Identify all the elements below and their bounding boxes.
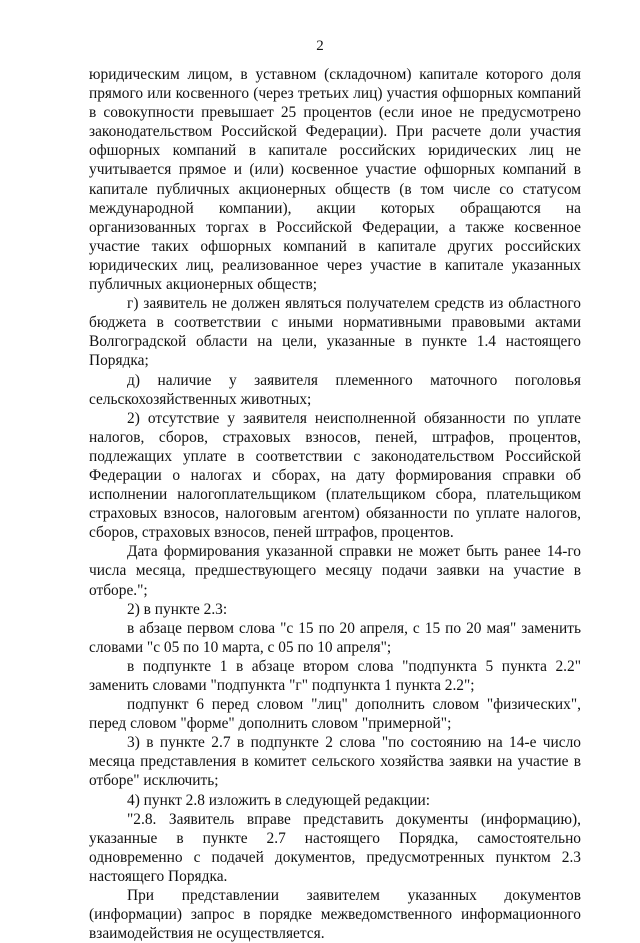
document-body — [89, 65, 581, 943]
paragraph-first-abzac: в абзаце первом слова "с 15 по 20 апреля, с 15 по 20 мая" заменить словами "с 05 по 10 марта, с 05 по 10 апреля"; — [89, 619, 581, 656]
paragraph-subpoint-6: подпункт 6 перед словом "лиц" дополнить словом "физических", перед словом "форме" дополнить словом "примерной"; — [89, 696, 581, 733]
paragraph-point-2-3: 2) в пункте 2.3: — [127, 600, 228, 618]
paragraph-subpoint-1: в подпункте 1 в абзаце втором слова "подпункта 5 пункта 2.2" заменить словами "подпункта "г" подпункта 1 пункта 2.2"; — [89, 657, 581, 694]
page-number: 2 — [316, 38, 324, 54]
paragraph-point-2-8-text: "2.8. Заявитель вправе представить документы (информацию), указанные в пункте 2.7 настоящего Порядка, самостоятельно одновременно с подачей документов, предусмотренных пунктом 2.3 настоящего Порядка. — [89, 810, 581, 885]
paragraph-subpoint-g: г) заявитель не должен являться получателем средств из областного бюджета в соответствии с иными нормативными правовыми актами Волгоградской области на цели, указанные в пункте 1.4 настоящего Порядка; — [89, 295, 581, 370]
paragraph-interagency-request: При представлении заявителем указанных документов (информации) запрос в порядке межведомственного информационного взаимодействия не осуществляется. — [89, 887, 581, 943]
paragraph-offshore-participation: юридическим лицом, в уставном (складочном) капитале которого доля прямого или косвенного (через третьих лиц) участия офшорных компаний в совокупности превышает 25 процентов (если иное не предусмотрено законодательством Российской Федерации). При расчете доли участия офшорных компаний в капитале российских юридических лиц не учитывается прямое и (или) косвенное участие офшорных компаний в капитале публичных акционерных обществ (в том числе со статусом международной компании), акции которых обращаются на организованных торгах в Российской Федерации, а также косвенное участие таких офшорных компаний в капитале других российских юридических лиц, реализованное через участие в капитале указанных публичных акционерных обществ; — [89, 66, 581, 294]
paragraph-point-2-8-heading: 4) пункт 2.8 изложить в следующей редакции: — [127, 791, 431, 809]
paragraph-point-2-7: 3) в пункте 2.7 в подпункте 2 слова "по состоянию на 14-е число месяца представления в комитет сельского хозяйства заявки на участие в отборе" исключить; — [89, 734, 581, 790]
paragraph-tax-obligations: 2) отсутствие у заявителя неисполненной обязанности по уплате налогов, сборов, страховых взносов, пеней, штрафов, процентов, подлежащих уплате в соответствии с законодательством Российской Федерации о налогах и сборах, на дату формирования справки об исполнении налогоплательщиком (плательщиком сбора, плательщиком страховых взносов, налоговым агентом) обязанности по уплате налогов, сборов, страховых взносов, пеней штрафов, процентов. — [89, 409, 581, 542]
paragraph-certificate-date: Дата формирования указанной справки не может быть ранее 14-го числа месяца, предшествующего месяцу подачи заявки на участие в отборе."; — [89, 543, 581, 599]
paragraph-subpoint-d: д) наличие у заявителя племенного маточного поголовья сельскохозяйственных животных; — [89, 371, 581, 408]
